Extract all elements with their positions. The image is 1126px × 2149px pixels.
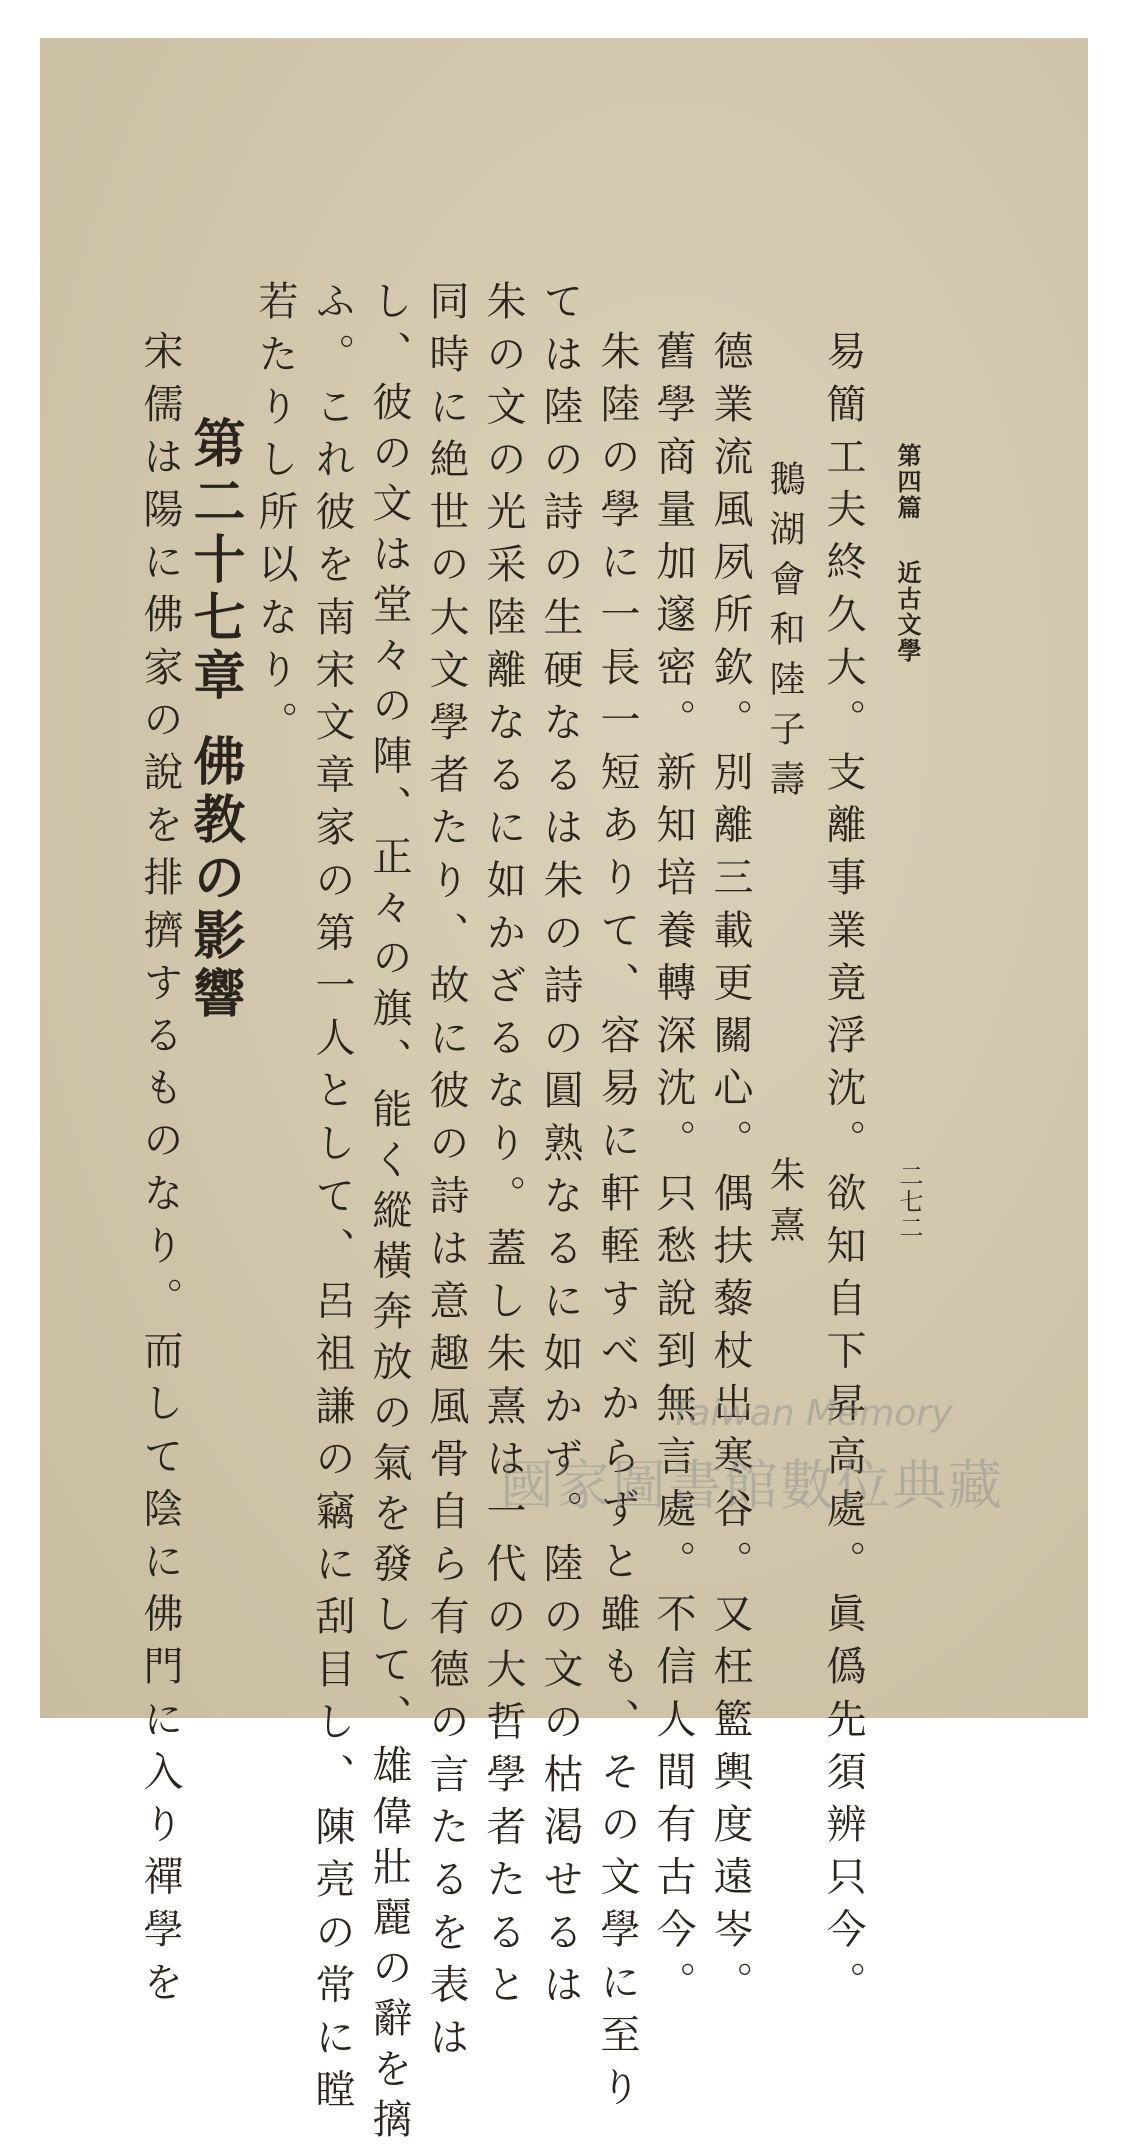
prose-column: 同時に絶世の大文學者たり、故に彼の詩は意趣風骨自ら有德の言たるを表は: [423, 280, 469, 2069]
book-page: [40, 38, 1088, 2149]
section-label: 近古文學: [893, 560, 922, 664]
poem-line-2: 德業流風夙所欽。別離三載更關心。偶扶藜杖出寒谷。又枉籃輿度遠岑。: [707, 330, 753, 2014]
chapter-title: 佛教の影響: [184, 734, 245, 1024]
prose-column: ては陸の詩の生硬なるは朱の詩の圓熟なるに如かず。陸の文の枯渇せるは: [537, 280, 583, 2016]
part-label: 第四篇: [893, 443, 922, 521]
prose-column: し、彼の文は堂々の陣、正々の旗、能く縱橫奔放の氣を發して、雄偉壯麗の辭を摛: [366, 280, 412, 2149]
poem-author: 朱熹: [764, 1156, 805, 1256]
watermark-english: Taiwan Memory: [670, 1393, 953, 1434]
poem-line-1: 易簡工夫終久大。支離事業竟浮沈。欲知自下昇高處。眞僞先須辨只今。: [820, 330, 866, 2014]
prose-column: 宋儒は陽に佛家の說を排擠するものなり。而して陰に佛門に入り禪學を: [137, 330, 183, 2014]
prose-column: ふ。これ彼を南宋文章家の第一人として、呂祖謙の竊に刮目し、陳亮の常に瞠: [309, 280, 355, 2121]
poem-line-3: 舊學商量加邃密。新知培養轉深沈。只愁說到無言處。不信人間有古今。: [650, 330, 696, 2014]
page-number: 二七二: [895, 1163, 923, 1241]
prose-column: 朱の文の光采陸離なるに如かざるなり。蓋し朱熹は一代の大哲學者たると: [480, 280, 526, 2016]
poem-title: 鵝湖會和陸子壽: [764, 460, 805, 810]
watermark-chinese: 國家圖書館數位典藏: [500, 1454, 1004, 1517]
prose-column: 朱陸の學に一長一短ありて、容易に軒輊すべからずと雖も、その文學に至り: [594, 330, 640, 2119]
prose-column: 若たりし所以なり。: [252, 280, 298, 754]
chapter-number: 第二十七章: [184, 416, 245, 706]
